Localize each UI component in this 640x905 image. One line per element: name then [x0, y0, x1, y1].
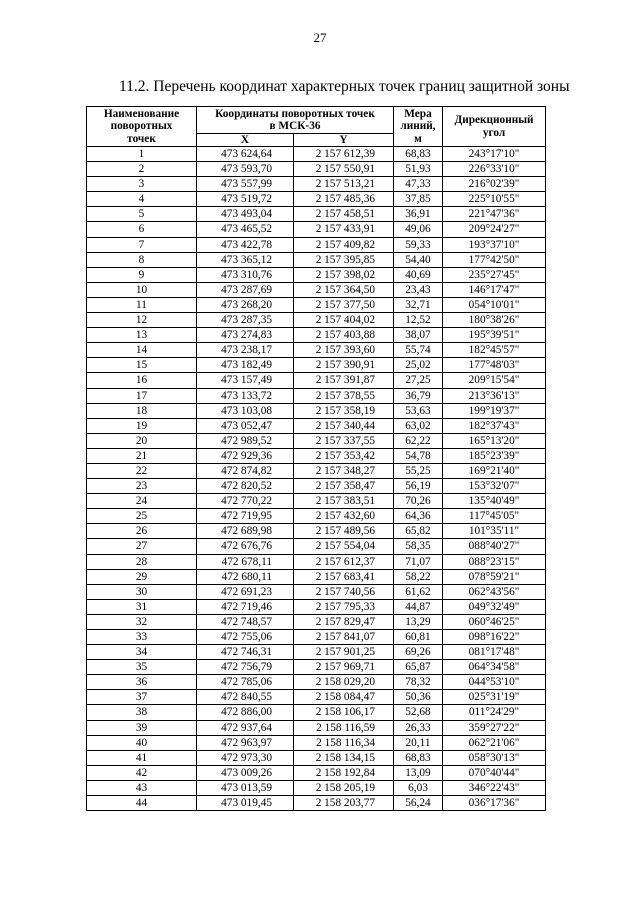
coordinates-table	[86, 106, 546, 811]
y-coordinate-cell: 2 157 612,39	[294, 147, 394, 162]
line-measure-cell: 12,52	[394, 313, 443, 328]
line-measure-cell: 36,91	[394, 207, 443, 222]
point-number-cell: 2	[87, 162, 197, 177]
x-coordinate-cell: 472 689,98	[197, 524, 294, 539]
table-row	[87, 313, 546, 328]
x-coordinate-cell: 473 013,59	[197, 780, 294, 795]
x-coordinate-cell: 472 676,76	[197, 539, 294, 554]
line-measure-cell: 27,25	[394, 373, 443, 388]
y-coordinate-cell: 2 157 340,44	[294, 418, 394, 433]
y-coordinate-cell: 2 157 391,87	[294, 373, 394, 388]
y-coordinate-cell: 2 157 383,51	[294, 494, 394, 509]
y-coordinate-cell: 2 157 901,25	[294, 645, 394, 660]
line-measure-cell: 50,36	[394, 690, 443, 705]
y-coordinate-cell: 2 157 358,19	[294, 403, 394, 418]
table-row	[87, 569, 546, 584]
x-coordinate-cell: 472 785,06	[197, 675, 294, 690]
direction-angle-cell: 165°13'20"	[443, 433, 546, 448]
point-number-cell: 23	[87, 479, 197, 494]
direction-angle-cell: 060°46'25"	[443, 614, 546, 629]
y-coordinate-cell: 2 157 337,55	[294, 433, 394, 448]
header-line-measure-line1: Мера	[404, 107, 432, 120]
point-number-cell: 40	[87, 735, 197, 750]
direction-angle-cell: 221°47'36"	[443, 207, 546, 222]
x-coordinate-cell: 472 963,97	[197, 735, 294, 750]
table-row	[87, 252, 546, 267]
point-number-cell: 42	[87, 765, 197, 780]
line-measure-cell: 40,69	[394, 267, 443, 282]
point-number-cell: 31	[87, 599, 197, 614]
y-coordinate-cell: 2 158 116,34	[294, 735, 394, 750]
line-measure-cell: 13,09	[394, 765, 443, 780]
direction-angle-cell: 235°27'45"	[443, 267, 546, 282]
point-number-cell: 44	[87, 796, 197, 811]
table-row	[87, 297, 546, 312]
direction-angle-cell: 025°31'19"	[443, 690, 546, 705]
point-number-cell: 13	[87, 328, 197, 343]
point-number-cell: 6	[87, 222, 197, 237]
line-measure-cell: 55,25	[394, 463, 443, 478]
point-number-cell: 24	[87, 494, 197, 509]
line-measure-cell: 32,71	[394, 297, 443, 312]
header-point-name-line1: Наименование	[103, 107, 180, 120]
direction-angle-cell: 054°10'01"	[443, 297, 546, 312]
y-coordinate-cell: 2 157 395,85	[294, 252, 394, 267]
table-row	[87, 267, 546, 282]
y-coordinate-cell: 2 157 398,02	[294, 267, 394, 282]
x-coordinate-cell: 473 103,08	[197, 403, 294, 418]
direction-angle-cell: 243°17'10"	[443, 147, 546, 162]
line-measure-cell: 64,36	[394, 509, 443, 524]
x-coordinate-cell: 473 519,72	[197, 192, 294, 207]
x-coordinate-cell: 472 755,06	[197, 630, 294, 645]
y-coordinate-cell: 2 158 029,20	[294, 675, 394, 690]
y-coordinate-cell: 2 157 683,41	[294, 569, 394, 584]
direction-angle-cell: 199°19'37"	[443, 403, 546, 418]
table-row	[87, 524, 546, 539]
direction-angle-cell: 062°43'56"	[443, 584, 546, 599]
x-coordinate-cell: 472 770,22	[197, 494, 294, 509]
point-number-cell: 26	[87, 524, 197, 539]
table-row	[87, 463, 546, 478]
x-coordinate-cell: 472 886,00	[197, 705, 294, 720]
y-coordinate-cell: 2 157 404,02	[294, 313, 394, 328]
table-row	[87, 675, 546, 690]
line-measure-cell: 61,62	[394, 584, 443, 599]
x-coordinate-cell: 473 365,12	[197, 252, 294, 267]
x-coordinate-cell: 472 680,11	[197, 569, 294, 584]
x-coordinate-cell: 472 748,57	[197, 614, 294, 629]
point-number-cell: 10	[87, 282, 197, 297]
table-row	[87, 614, 546, 629]
point-number-cell: 8	[87, 252, 197, 267]
x-coordinate-cell: 473 465,52	[197, 222, 294, 237]
y-coordinate-cell: 2 157 358,47	[294, 479, 394, 494]
point-number-cell: 20	[87, 433, 197, 448]
line-measure-cell: 58,35	[394, 539, 443, 554]
point-number-cell: 29	[87, 569, 197, 584]
direction-angle-cell: 209°15'54"	[443, 373, 546, 388]
table-row	[87, 479, 546, 494]
y-coordinate-cell: 2 157 409,82	[294, 237, 394, 252]
line-measure-cell: 59,33	[394, 237, 443, 252]
table-row	[87, 177, 546, 192]
table-row	[87, 358, 546, 373]
line-measure-cell: 53,63	[394, 403, 443, 418]
direction-angle-cell: 062°21'06"	[443, 735, 546, 750]
line-measure-cell: 56,19	[394, 479, 443, 494]
x-coordinate-cell: 472 840,55	[197, 690, 294, 705]
header-line-measure-line2: линий,	[400, 120, 436, 133]
direction-angle-cell: 346°22'43"	[443, 780, 546, 795]
direction-angle-cell: 213°36'13"	[443, 388, 546, 403]
y-coordinate-cell: 2 158 106,17	[294, 705, 394, 720]
table-row	[87, 162, 546, 177]
header-point-name-line2: поворотных	[110, 120, 173, 133]
direction-angle-cell: 146°17'47"	[443, 282, 546, 297]
y-coordinate-cell: 2 157 795,33	[294, 599, 394, 614]
header-coordinates-line1: Координаты поворотных точек	[215, 107, 375, 120]
point-number-cell: 38	[87, 705, 197, 720]
y-coordinate-cell: 2 157 432,60	[294, 509, 394, 524]
y-coordinate-cell: 2 157 554,04	[294, 539, 394, 554]
x-coordinate-cell: 473 593,70	[197, 162, 294, 177]
table-row	[87, 433, 546, 448]
point-number-cell: 15	[87, 358, 197, 373]
header-direction-angle-line2: угол	[482, 126, 506, 139]
table-row	[87, 720, 546, 735]
point-number-cell: 32	[87, 614, 197, 629]
point-number-cell: 1	[87, 147, 197, 162]
direction-angle-cell: 153°32'07"	[443, 479, 546, 494]
x-coordinate-cell: 472 929,36	[197, 448, 294, 463]
y-coordinate-cell: 2 157 550,91	[294, 162, 394, 177]
x-coordinate-cell: 472 691,23	[197, 584, 294, 599]
table-row	[87, 554, 546, 569]
point-number-cell: 16	[87, 373, 197, 388]
header-x: X	[197, 134, 294, 147]
x-coordinate-cell: 472 719,46	[197, 599, 294, 614]
table-row	[87, 630, 546, 645]
line-measure-cell: 56,24	[394, 796, 443, 811]
point-number-cell: 19	[87, 418, 197, 433]
y-coordinate-cell: 2 157 829,47	[294, 614, 394, 629]
direction-angle-cell: 180°38'26"	[443, 313, 546, 328]
y-coordinate-cell: 2 158 116,59	[294, 720, 394, 735]
y-coordinate-cell: 2 157 403,88	[294, 328, 394, 343]
direction-angle-cell: 117°45'05"	[443, 509, 546, 524]
x-coordinate-cell: 472 820,52	[197, 479, 294, 494]
line-measure-cell: 69,26	[394, 645, 443, 660]
direction-angle-cell: 070°40'44"	[443, 765, 546, 780]
table-row	[87, 539, 546, 554]
table-row	[87, 735, 546, 750]
direction-angle-cell: 078°59'21"	[443, 569, 546, 584]
direction-angle-cell: 088°23'15"	[443, 554, 546, 569]
table-row	[87, 494, 546, 509]
line-measure-cell: 26,33	[394, 720, 443, 735]
line-measure-cell: 13,29	[394, 614, 443, 629]
line-measure-cell: 78,32	[394, 675, 443, 690]
table-row	[87, 705, 546, 720]
direction-angle-cell: 182°37'43"	[443, 418, 546, 433]
point-number-cell: 41	[87, 750, 197, 765]
line-measure-cell: 52,68	[394, 705, 443, 720]
point-number-cell: 11	[87, 297, 197, 312]
x-coordinate-cell: 473 019,45	[197, 796, 294, 811]
direction-angle-cell: 216°02'39"	[443, 177, 546, 192]
header-point-name-line3: точек	[127, 132, 156, 145]
point-number-cell: 25	[87, 509, 197, 524]
table-row	[87, 599, 546, 614]
line-measure-cell: 44,87	[394, 599, 443, 614]
direction-angle-cell: 101°35'11"	[443, 524, 546, 539]
header-line-measure-line3: м	[414, 132, 422, 145]
line-measure-cell: 63,02	[394, 418, 443, 433]
point-number-cell: 12	[87, 313, 197, 328]
x-coordinate-cell: 472 989,52	[197, 433, 294, 448]
line-measure-cell: 62,22	[394, 433, 443, 448]
header-direction-angle	[443, 107, 546, 147]
table-row	[87, 780, 546, 795]
line-measure-cell: 49,06	[394, 222, 443, 237]
table-row	[87, 418, 546, 433]
line-measure-cell: 38,07	[394, 328, 443, 343]
point-number-cell: 14	[87, 343, 197, 358]
direction-angle-cell: 049°32'49"	[443, 599, 546, 614]
line-measure-cell: 20,11	[394, 735, 443, 750]
x-coordinate-cell: 473 310,76	[197, 267, 294, 282]
direction-angle-cell: 182°45'57"	[443, 343, 546, 358]
point-number-cell: 36	[87, 675, 197, 690]
direction-angle-cell: 169°21'40"	[443, 463, 546, 478]
direction-angle-cell: 193°37'10"	[443, 237, 546, 252]
direction-angle-cell: 098°16'22"	[443, 630, 546, 645]
direction-angle-cell: 209°24'27"	[443, 222, 546, 237]
point-number-cell: 3	[87, 177, 197, 192]
y-coordinate-cell: 2 157 353,42	[294, 448, 394, 463]
table-row	[87, 207, 546, 222]
header-coordinates	[197, 107, 394, 134]
direction-angle-cell: 226°33'10"	[443, 162, 546, 177]
direction-angle-cell: 135°40'49"	[443, 494, 546, 509]
direction-angle-cell: 081°17'48"	[443, 645, 546, 660]
table-row	[87, 222, 546, 237]
y-coordinate-cell: 2 157 348,27	[294, 463, 394, 478]
point-number-cell: 7	[87, 237, 197, 252]
point-number-cell: 34	[87, 645, 197, 660]
x-coordinate-cell: 473 157,49	[197, 373, 294, 388]
y-coordinate-cell: 2 158 205,19	[294, 780, 394, 795]
line-measure-cell: 51,93	[394, 162, 443, 177]
point-number-cell: 33	[87, 630, 197, 645]
table-row	[87, 584, 546, 599]
y-coordinate-cell: 2 157 969,71	[294, 660, 394, 675]
x-coordinate-cell: 472 937,64	[197, 720, 294, 735]
header-coordinates-line2: в МСК-36	[269, 120, 321, 132]
line-measure-cell: 25,02	[394, 358, 443, 373]
line-measure-cell: 23,43	[394, 282, 443, 297]
table-row	[87, 660, 546, 675]
direction-angle-cell: 185°23'39"	[443, 448, 546, 463]
section-title: 11.2. Перечень координат характерных точек границ защитной зоны	[119, 78, 570, 95]
table-row	[87, 343, 546, 358]
table-row	[87, 403, 546, 418]
table-row	[87, 282, 546, 297]
x-coordinate-cell: 473 133,72	[197, 388, 294, 403]
x-coordinate-cell: 473 052,47	[197, 418, 294, 433]
table-row	[87, 328, 546, 343]
point-number-cell: 28	[87, 554, 197, 569]
line-measure-cell: 47,33	[394, 177, 443, 192]
table-row	[87, 147, 546, 162]
direction-angle-cell: 195°39'51"	[443, 328, 546, 343]
point-number-cell: 27	[87, 539, 197, 554]
point-number-cell: 17	[87, 388, 197, 403]
y-coordinate-cell: 2 157 377,50	[294, 297, 394, 312]
x-coordinate-cell: 473 287,69	[197, 282, 294, 297]
y-coordinate-cell: 2 157 612,37	[294, 554, 394, 569]
header-line-measure	[394, 107, 443, 147]
x-coordinate-cell: 473 009,26	[197, 765, 294, 780]
y-coordinate-cell: 2 157 393,60	[294, 343, 394, 358]
table-row	[87, 509, 546, 524]
x-coordinate-cell: 473 274,83	[197, 328, 294, 343]
line-measure-cell: 65,82	[394, 524, 443, 539]
x-coordinate-cell: 473 422,78	[197, 237, 294, 252]
x-coordinate-cell: 472 678,11	[197, 554, 294, 569]
y-coordinate-cell: 2 157 364,50	[294, 282, 394, 297]
point-number-cell: 9	[87, 267, 197, 282]
line-measure-cell: 71,07	[394, 554, 443, 569]
header-direction-angle-line1: Дирекционный	[454, 114, 534, 126]
line-measure-cell: 70,26	[394, 494, 443, 509]
line-measure-cell: 55,74	[394, 343, 443, 358]
y-coordinate-cell: 2 157 740,56	[294, 584, 394, 599]
header-point-name	[87, 107, 197, 147]
x-coordinate-cell: 472 874,82	[197, 463, 294, 478]
point-number-cell: 22	[87, 463, 197, 478]
x-coordinate-cell: 472 746,31	[197, 645, 294, 660]
y-coordinate-cell: 2 157 513,21	[294, 177, 394, 192]
line-measure-cell: 68,83	[394, 147, 443, 162]
point-number-cell: 37	[87, 690, 197, 705]
line-measure-cell: 58,22	[394, 569, 443, 584]
y-coordinate-cell: 2 158 134,15	[294, 750, 394, 765]
x-coordinate-cell: 472 973,30	[197, 750, 294, 765]
y-coordinate-cell: 2 157 378,55	[294, 388, 394, 403]
table-row	[87, 448, 546, 463]
line-measure-cell: 65,87	[394, 660, 443, 675]
x-coordinate-cell: 473 493,04	[197, 207, 294, 222]
y-coordinate-cell: 2 157 433,91	[294, 222, 394, 237]
table-row	[87, 373, 546, 388]
direction-angle-cell: 058°30'13"	[443, 750, 546, 765]
x-coordinate-cell: 473 238,17	[197, 343, 294, 358]
y-coordinate-cell: 2 158 192,84	[294, 765, 394, 780]
table-row	[87, 690, 546, 705]
y-coordinate-cell: 2 158 203,77	[294, 796, 394, 811]
direction-angle-cell: 177°42'50"	[443, 252, 546, 267]
y-coordinate-cell: 2 157 390,91	[294, 358, 394, 373]
x-coordinate-cell: 473 287,35	[197, 313, 294, 328]
x-coordinate-cell: 472 719,95	[197, 509, 294, 524]
y-coordinate-cell: 2 158 084,47	[294, 690, 394, 705]
line-measure-cell: 54,78	[394, 448, 443, 463]
x-coordinate-cell: 473 182,49	[197, 358, 294, 373]
y-coordinate-cell: 2 157 458,51	[294, 207, 394, 222]
y-coordinate-cell: 2 157 841,07	[294, 630, 394, 645]
point-number-cell: 43	[87, 780, 197, 795]
table-row	[87, 645, 546, 660]
line-measure-cell: 6,03	[394, 780, 443, 795]
table-row	[87, 796, 546, 811]
point-number-cell: 5	[87, 207, 197, 222]
point-number-cell: 4	[87, 192, 197, 207]
point-number-cell: 30	[87, 584, 197, 599]
table-row	[87, 750, 546, 765]
table-body	[87, 147, 546, 811]
line-measure-cell: 54,40	[394, 252, 443, 267]
table-row	[87, 388, 546, 403]
page-number: 27	[313, 30, 327, 45]
direction-angle-cell: 044°53'10"	[443, 675, 546, 690]
y-coordinate-cell: 2 157 485,36	[294, 192, 394, 207]
point-number-cell: 18	[87, 403, 197, 418]
direction-angle-cell: 064°34'58"	[443, 660, 546, 675]
table-row	[87, 765, 546, 780]
line-measure-cell: 68,83	[394, 750, 443, 765]
point-number-cell: 35	[87, 660, 197, 675]
x-coordinate-cell: 473 268,20	[197, 297, 294, 312]
direction-angle-cell: 177°48'03"	[443, 358, 546, 373]
line-measure-cell: 60,81	[394, 630, 443, 645]
x-coordinate-cell: 473 557,99	[197, 177, 294, 192]
x-coordinate-cell: 472 756,79	[197, 660, 294, 675]
direction-angle-cell: 225°10'55"	[443, 192, 546, 207]
point-number-cell: 39	[87, 720, 197, 735]
direction-angle-cell: 359°27'22"	[443, 720, 546, 735]
line-measure-cell: 37,85	[394, 192, 443, 207]
direction-angle-cell: 011°24'29"	[443, 705, 546, 720]
header-y: Y	[294, 134, 394, 147]
direction-angle-cell: 088°40'27"	[443, 539, 546, 554]
line-measure-cell: 36,79	[394, 388, 443, 403]
direction-angle-cell: 036°17'36"	[443, 796, 546, 811]
table-row	[87, 192, 546, 207]
x-coordinate-cell: 473 624,64	[197, 147, 294, 162]
y-coordinate-cell: 2 157 489,56	[294, 524, 394, 539]
table-row	[87, 237, 546, 252]
point-number-cell: 21	[87, 448, 197, 463]
